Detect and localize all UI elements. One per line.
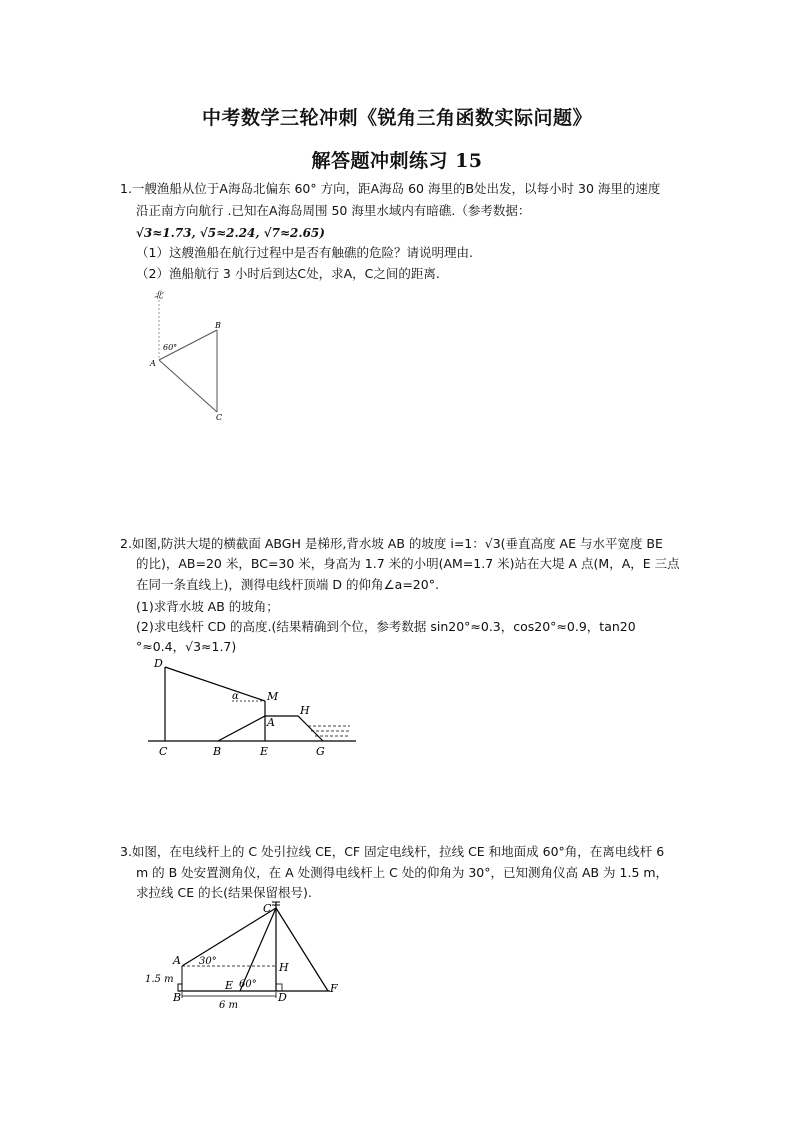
page-subtitle: 解答题冲刺练习 15 [311,150,483,172]
q2-angle-alpha: α [232,691,239,702]
q3-height-label: 1.5 m [145,974,174,985]
q3-width-label: 6 m [219,1000,239,1011]
q3-point-d: D [278,991,287,1004]
q2-point-d: D [154,657,163,670]
q3-point-f: F [330,982,338,995]
q2-line-2: 的比)，AB=20 米，BC=30 米，身高为 1.7 米的小明(AM=1.7 米)站在大堤 A 点(M，A，E 三点 [136,556,680,571]
q3-angle-60: 60° [239,979,257,990]
q2-point-e: E [260,745,269,758]
q1-line-2: 沿正南方向航行 .已知在A海岛周围 50 海里水域内有暗礁.（参考数据： [136,203,531,218]
page-title: 中考数学三轮冲刺《锐角三角函数实际问题》 [201,107,592,129]
q2-part-1: (1)求背水坡 AB 的坡角； [136,599,279,614]
q2-point-c: C [159,745,168,758]
q3-angle-30: 30° [199,956,217,967]
q1-point-b: B [215,321,221,330]
q1-part-1: （1）这艘渔船在航行过程中是否有触礁的危险？请说明理由. [136,245,473,260]
q3-figure [145,898,350,1013]
q2-part-3: °≈0.4，√3≈1.7) [136,639,237,654]
q3-line-1: 3.如图，在电线杆上的 C 处引拉线 CE，CF 固定电线杆，拉线 CE 和地面成 60°角，在离电线杆 6 [120,844,665,859]
q2-point-m: M [267,690,279,703]
q3-point-a: A [173,954,181,967]
q1-figure [145,288,235,423]
q1-part-2: （2）渔船航行 3 小时后到达C处，求A，C之间的距离. [136,266,440,281]
q1-reference-data: √3≈1.73, √5≈2.24, √7≈2.65) [136,226,325,240]
q2-line-1: 2.如图,防洪大堤的横截面 ABGH 是梯形,背水坡 AB 的坡度 i=1：√3(垂直高度 AE 与水平宽度 BE [120,536,663,551]
q3-line-2: m 的 B 处安置测角仪，在 A 处测得电线杆上 C 处的仰角为 30°，已知测角仪高 AB 为 1.5 m， [136,865,669,880]
q2-part-2: (2)求电线杆 CD 的高度.(结果精确到个位，参考数据 sin20°≈0.3，cos20°≈0.9，tan20 [136,619,636,634]
q3-point-c: C [263,902,272,915]
q1-line-1: 1.一艘渔船从位于A海岛北偏东 60° 方向，距A海岛 60 海里的B处出发，以每小时 30 海里的速度 [120,181,661,196]
q3-point-e: E [225,979,234,992]
q1-point-c: C [216,413,223,422]
q1-point-a: A [150,359,156,368]
q2-point-h: H [300,704,310,717]
q1-north-label: 北 [154,291,164,301]
q3-point-h: H [279,961,289,974]
q2-point-g: G [316,745,325,758]
q3-line-3: 求拉线 CE 的长(结果保留根号). [136,885,312,900]
q2-point-b: B [213,745,222,758]
q3-point-b: B [173,991,182,1004]
q1-angle-label: 60° [163,343,178,352]
q2-figure [148,655,363,760]
q2-line-3: 在同一条直线上)，测得电线杆顶端 D 的仰角∠a=20°. [136,577,439,592]
q2-point-a: A [267,716,275,729]
